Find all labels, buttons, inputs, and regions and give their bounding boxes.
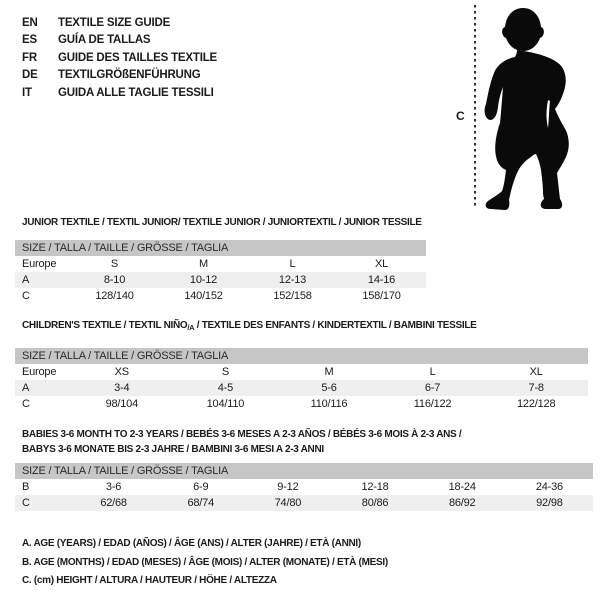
table-cell: 110/116 [310,398,348,410]
table-cell: S [110,258,119,270]
guide-title: GUIDA ALLE TAGLIE TESSILI [58,86,214,99]
guide-title: GUIDE DES TAILLES TEXTILE [58,51,217,64]
size-header-bar: SIZE / TALLA / TAILLE / GRÖSSE / TAGLIA [15,463,593,479]
table-cell: 158/170 [362,290,401,302]
table-row-height [15,288,426,304]
table-cell: 116/122 [413,398,452,410]
row-label: C [22,497,30,509]
guide-title: TEXTILGRÖßENFÜHRUNG [58,69,201,82]
language-row-fr [22,49,217,67]
table-cell: XL [529,366,543,378]
table-cell: 14-16 [367,274,396,286]
table-row-age-months [15,479,593,495]
junior-section-heading: JUNIOR TEXTILE / TEXTIL JUNIOR/ TEXTILE JUNIOR / JUNIORTEXTIL / JUNIOR TESSILE [22,217,422,228]
row-label: Europe [22,366,57,378]
table-cell: 80/86 [361,497,389,509]
table-cell: M [324,366,334,378]
table-cell: 140/152 [184,290,223,302]
table-row-age [15,380,588,396]
footnote-age-months: B. AGE (MONTHS) / EDAD (MESES) / ÂGE (MOIS) / ALTER (MONATE) / ETÀ (MESI) [22,556,388,568]
table-cell: S [221,366,229,378]
table-cell: 62/68 [100,497,127,509]
childrens-section-heading [15,318,588,335]
language-row-en [22,14,217,32]
table-row-age [15,272,426,288]
table-cell: 5-6 [321,382,337,394]
childrens-size-table [15,348,588,412]
size-header-bar: SIZE / TALLA / TAILLE / GRÖSSE / TAGLIA [15,348,588,364]
baby-figure [440,0,600,220]
babies-textile-section [15,427,593,511]
childrens-textile-section [15,318,588,412]
size-header-bar: SIZE / TALLA / TAILLE / GRÖSSE / TAGLIA [15,240,426,256]
language-code: FR [22,51,37,64]
table-cell: 86/92 [448,497,476,509]
babies-section-heading-line1: BABIES 3-6 MONTH TO 2-3 YEARS / BEBÉS 3-6 MESES A 2-3 AÑOS / BÉBÉS 3-6 MOIS À 2-3 ANS / [22,429,462,440]
language-code: ES [22,34,37,47]
heading-subscript: /A [187,323,195,332]
table-cell: 8-10 [103,274,126,286]
table-cell: 152/158 [273,290,312,302]
table-cell: XS [114,366,129,378]
row-label: B [22,481,30,493]
row-label: Europe [22,258,57,270]
baby-silhouette-svg [440,0,600,215]
table-cell: 92/98 [536,497,563,509]
junior-size-table [15,240,426,304]
language-title-list [22,14,217,102]
table-cell: 3-4 [114,382,130,394]
table-cell: 98/104 [105,398,139,410]
table-row-height [15,495,593,511]
row-label: C [22,398,30,410]
table-cell: L [429,366,436,378]
height-label: C [456,109,465,123]
table-cell: 128/140 [95,290,134,302]
language-code: IT [22,86,32,99]
heading-text: / TEXTILE DES ENFANTS / KINDERTEXTIL / BAMBINI TESSILE [194,320,477,331]
table-cell: 68/74 [187,497,214,509]
junior-textile-section [15,215,426,304]
language-row-es [22,32,217,50]
language-code: DE [22,69,38,82]
row-label: A [22,274,30,286]
guide-title: TEXTILE SIZE GUIDE [58,16,171,29]
babies-size-table [15,463,593,511]
baby-silhouette-icon [485,8,569,210]
language-row-it [22,84,217,102]
heading-text: CHILDREN'S TEXTILE / TEXTIL NIÑO [22,320,188,331]
table-cell: XL [374,258,389,270]
table-row-height [15,396,588,412]
table-cell: 6-7 [424,382,441,394]
table-cell: 18-24 [448,481,476,493]
language-code: EN [22,16,38,29]
table-cell: 4-5 [217,382,234,394]
table-cell: L [289,258,296,270]
table-cell: 10-12 [189,274,218,286]
table-cell: 122/128 [517,398,556,410]
table-cell: 12-13 [278,274,307,286]
table-cell: 7-8 [528,382,544,394]
table-cell: 9-12 [277,481,299,493]
table-cell: 74/80 [274,497,302,509]
table-cell: 6-9 [193,481,209,493]
language-row-de [22,67,217,85]
table-cell: 3-6 [105,481,122,493]
footnote-age-years: A. AGE (YEARS) / EDAD (AÑOS) / ÂGE (ANS) / ALTER (JAHRE) / ETÀ (ANNI) [22,538,361,549]
footnote-legend [22,535,388,591]
babies-section-heading-line2: BABYS 3-6 MONATE BIS 2-3 JAHRE / BAMBINI 3-6 MESI A 2-3 ANNI [22,444,324,455]
table-cell: 12-18 [361,481,389,493]
table-cell: 104/110 [206,398,245,410]
guide-title: GUÍA DE TALLAS [58,34,151,47]
footnote-height: C. (cm) HEIGHT / ALTURA / HAUTEUR / HÖHE / ALTEZZA [22,575,277,586]
table-row-europe [15,256,426,272]
row-label: C [22,290,30,302]
table-row-europe [15,364,588,380]
row-label: A [22,382,30,394]
table-cell: 24-36 [535,481,563,493]
table-cell: M [199,258,208,270]
